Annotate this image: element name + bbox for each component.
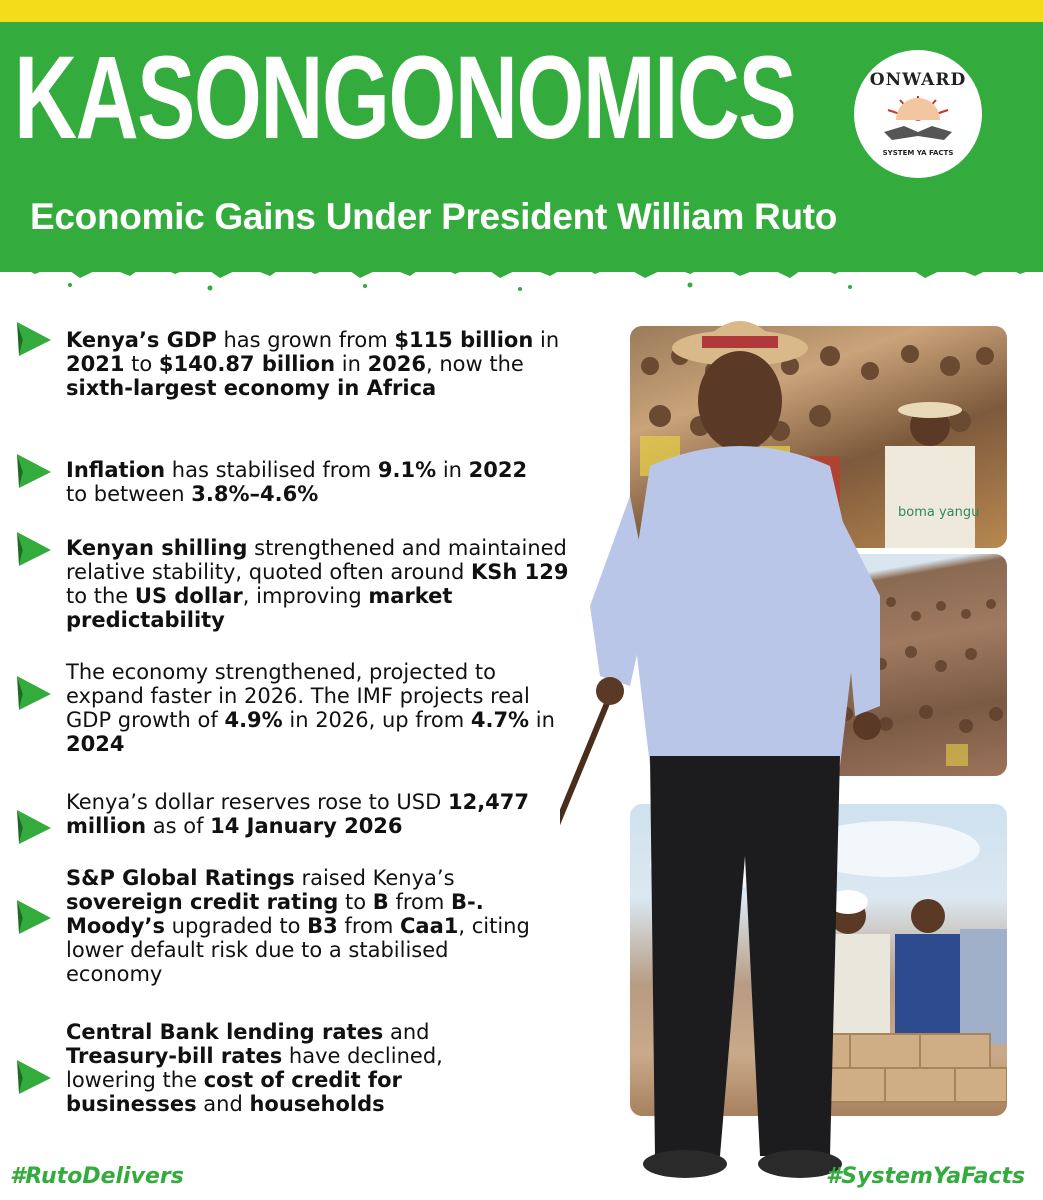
green-arrow-icon: [13, 320, 53, 358]
bullet-credit-rating: [66, 866, 536, 986]
bullet-text-segment: strengthened and maintained relative stability, quoted often around: [66, 536, 567, 584]
bullet-text-segment: B-. Moody’s: [66, 890, 484, 938]
green-arrow-icon: [13, 808, 53, 846]
bullet-inflation: [66, 458, 546, 506]
bullet-text-segment: S&P Global Ratings: [66, 866, 295, 890]
bullet-text-segment: from: [388, 890, 452, 914]
bullet-text-segment: sixth-largest economy in Africa: [66, 376, 437, 400]
bullet-text-segment: The economy strengthened, projected to expand faster in 2026. The IMF projects real GDP growth of: [66, 660, 530, 732]
bullet-text-segment: to between: [66, 482, 192, 506]
bullet-text-segment: as of: [146, 814, 211, 838]
bullet-text-segment: 3.8%–4.6%: [191, 482, 319, 506]
bullet-text-segment: , now the: [426, 352, 524, 376]
logo-tagline: SYSTEM YA FACTS: [882, 149, 954, 157]
bullet-text-segment: Inflation: [66, 458, 166, 482]
bullet-text-segment: raised Kenya’s: [294, 866, 455, 890]
bullet-text-segment: from: [337, 914, 400, 938]
bullet-text-segment: and: [196, 1092, 250, 1116]
bullet-text-segment: in: [533, 328, 560, 352]
green-arrow-icon: [13, 1058, 53, 1096]
bullet-text-segment: to: [338, 890, 373, 914]
bullet-text-segment: Kenya’s dollar reserves rose to USD: [66, 790, 448, 814]
bullet-text-segment: in: [436, 458, 469, 482]
bullet-text-segment: 2022: [468, 458, 528, 482]
bullet-gdp: [66, 328, 576, 400]
bullet-text-segment: have declined, lowering the: [66, 1044, 443, 1092]
bullet-text-segment: upgraded to: [164, 914, 308, 938]
bullet-text-segment: , improving: [242, 584, 369, 608]
bullet-text-segment: in 2026, up from: [282, 708, 471, 732]
bullet-reserves: [66, 790, 546, 838]
handshake-icon: [878, 92, 958, 146]
bullet-text-segment: $140.87 billion: [158, 352, 336, 376]
bullet-text-segment: has stabilised from: [165, 458, 378, 482]
bullet-text-segment: 4.9%: [224, 708, 283, 732]
bullet-text-segment: to: [124, 352, 159, 376]
green-arrow-icon: [13, 898, 53, 936]
green-arrow-icon: [13, 530, 53, 568]
bullet-text-segment: cost of credit for businesses: [66, 1068, 402, 1116]
bullet-text-segment: KSh 129: [470, 560, 569, 584]
bullet-text-segment: Kenyan shilling: [66, 536, 248, 560]
bullet-text-segment: 2021: [66, 352, 125, 376]
bullet-text-segment: 9.1%: [377, 458, 437, 482]
bullet-text-segment: Caa1: [399, 914, 459, 938]
bullet-text-segment: Central Bank lending rates: [66, 1020, 384, 1044]
bullet-text-segment: 2026: [367, 352, 427, 376]
bullet-text-segment: 2024: [66, 732, 125, 756]
bullet-text-segment: $115 billion: [394, 328, 534, 352]
bullet-text-segment: in: [529, 708, 555, 732]
bullet-text-segment: Treasury-bill rates: [66, 1044, 283, 1068]
page-title: KASONGONOMICS: [14, 32, 796, 164]
bullet-text-segment: 12,477 million: [66, 790, 530, 838]
bullet-lending-rates: [66, 1020, 536, 1116]
hashtag-system-ya-facts[interactable]: #SystemYaFacts: [826, 1164, 1026, 1189]
logo-wordmark: ONWARD: [869, 70, 967, 90]
bullet-shilling: [66, 536, 576, 632]
rally-sign-text: boma yangu: [898, 505, 980, 520]
green-arrow-icon: [13, 674, 53, 712]
bullet-growth: [66, 660, 576, 756]
green-arrow-icon: [13, 452, 53, 490]
bullet-text-segment: US dollar: [134, 584, 243, 608]
bullet-text-segment: sovereign credit rating: [66, 890, 339, 914]
bullet-text-segment: B: [372, 890, 389, 914]
page-subtitle: Economic Gains Under President William Ruto: [30, 196, 838, 237]
bullet-text-segment: 4.7%: [470, 708, 530, 732]
bullet-text-segment: 14 January 2026: [210, 814, 403, 838]
president-figure: [560, 296, 920, 1186]
bullet-text-segment: Kenya’s GDP: [66, 328, 217, 352]
hashtag-ruto-delivers[interactable]: #RutoDelivers: [10, 1164, 184, 1189]
bullet-text-segment: and: [383, 1020, 430, 1044]
bullet-text-segment: in: [335, 352, 368, 376]
onward-logo: [854, 50, 982, 178]
bullet-text-segment: households: [249, 1092, 385, 1116]
bullet-text-segment: , citing lower default risk due to a stabilised economy: [66, 914, 530, 986]
bullet-text-segment: market predictability: [66, 584, 453, 632]
bullet-text-segment: has grown from: [216, 328, 395, 352]
bullet-text-segment: to the: [66, 584, 135, 608]
bullet-text-segment: B3: [307, 914, 338, 938]
